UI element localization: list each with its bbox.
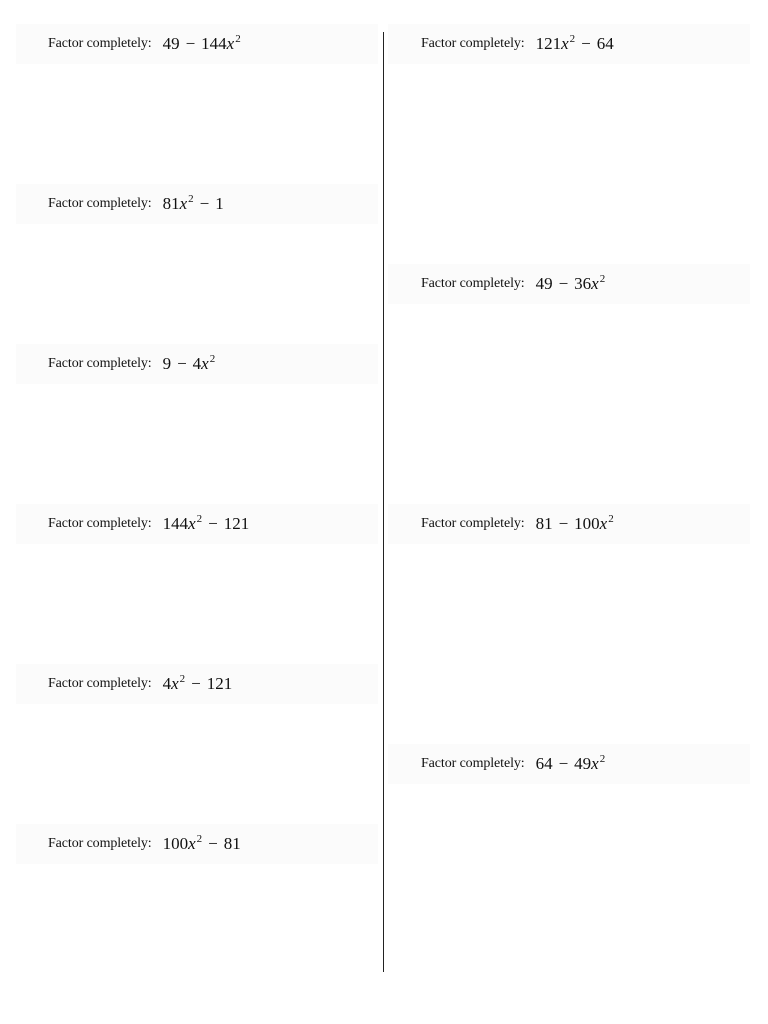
expr-operator: − bbox=[208, 834, 218, 853]
expr-variable: x bbox=[591, 754, 599, 773]
problem-expression bbox=[536, 34, 614, 54]
expr-variable: x bbox=[188, 514, 196, 533]
expr-number: 121 bbox=[223, 514, 250, 533]
expr-variable: x bbox=[561, 34, 569, 53]
expr-number: 81 bbox=[162, 194, 180, 213]
expr-number: 4 bbox=[162, 674, 172, 693]
expr-number: 36 bbox=[574, 274, 592, 293]
expr-number: 121 bbox=[206, 674, 233, 693]
problem-expression bbox=[163, 834, 241, 854]
problem-right-3 bbox=[388, 504, 750, 544]
expr-exponent: 2 bbox=[196, 833, 203, 845]
problem-left-4 bbox=[16, 504, 378, 544]
problem-expression bbox=[536, 754, 606, 774]
expr-operator: − bbox=[558, 754, 569, 773]
problem-right-2 bbox=[388, 264, 750, 304]
expr-variable: x bbox=[188, 834, 196, 853]
expr-exponent: 2 bbox=[569, 33, 576, 45]
expr-variable: x bbox=[179, 194, 188, 213]
problem-left-1 bbox=[16, 24, 378, 64]
expr-exponent: 2 bbox=[608, 513, 614, 525]
problem-expression bbox=[163, 354, 216, 374]
problem-expression bbox=[163, 194, 224, 214]
expr-variable: x bbox=[591, 274, 599, 293]
expr-operator: − bbox=[199, 194, 210, 213]
problem-left-3 bbox=[16, 344, 378, 384]
problem-left-5 bbox=[16, 664, 378, 704]
expr-operator: − bbox=[581, 34, 591, 53]
expr-number: 81 bbox=[535, 514, 553, 533]
expr-operator: − bbox=[558, 514, 569, 533]
expr-number: 144 bbox=[162, 514, 189, 533]
problem-expression bbox=[536, 274, 606, 294]
problem-left-2 bbox=[16, 184, 378, 224]
expr-exponent: 2 bbox=[209, 353, 216, 365]
expr-exponent: 2 bbox=[188, 193, 194, 205]
expr-exponent: 2 bbox=[599, 753, 606, 765]
expr-variable: x bbox=[226, 34, 235, 53]
problem-prompt: Factor completely: bbox=[421, 516, 525, 531]
expr-number: 49 bbox=[162, 34, 180, 53]
expr-operator: − bbox=[185, 34, 196, 53]
expr-variable: x bbox=[171, 674, 179, 693]
problem-prompt: Factor completely: bbox=[48, 676, 152, 691]
expr-number: 81 bbox=[223, 834, 241, 853]
problem-expression bbox=[536, 514, 614, 534]
expr-exponent: 2 bbox=[235, 33, 241, 45]
problem-prompt: Factor completely: bbox=[421, 36, 525, 51]
expr-exponent: 2 bbox=[196, 513, 203, 525]
problem-left-6 bbox=[16, 824, 378, 864]
expr-number: 64 bbox=[596, 34, 614, 53]
expr-exponent: 2 bbox=[179, 673, 186, 685]
problem-right-1 bbox=[388, 24, 750, 64]
expr-variable: x bbox=[599, 514, 608, 533]
problem-expression bbox=[163, 514, 250, 534]
expr-number: 9 bbox=[162, 354, 172, 373]
column-divider bbox=[383, 32, 384, 972]
expr-operator: − bbox=[177, 354, 187, 373]
expr-number: 49 bbox=[574, 754, 592, 773]
expr-exponent: 2 bbox=[599, 273, 606, 285]
expr-number: 144 bbox=[201, 34, 227, 53]
expr-operator: − bbox=[558, 274, 569, 293]
problem-prompt: Factor completely: bbox=[421, 756, 525, 771]
problem-prompt: Factor completely: bbox=[421, 276, 525, 291]
expr-operator: − bbox=[191, 674, 201, 693]
problem-right-4 bbox=[388, 744, 750, 784]
problem-prompt: Factor completely: bbox=[48, 196, 152, 211]
problem-prompt: Factor completely: bbox=[48, 836, 152, 851]
problem-expression bbox=[163, 674, 233, 694]
expr-number: 100 bbox=[162, 834, 189, 853]
problem-prompt: Factor completely: bbox=[48, 36, 152, 51]
expr-variable: x bbox=[201, 354, 209, 373]
expr-number: 121 bbox=[535, 34, 562, 53]
expr-operator: − bbox=[208, 514, 218, 533]
expr-number: 1 bbox=[215, 194, 224, 213]
problem-prompt: Factor completely: bbox=[48, 356, 152, 371]
expr-number: 4 bbox=[192, 354, 202, 373]
expr-number: 49 bbox=[535, 274, 553, 293]
problem-prompt: Factor completely: bbox=[48, 516, 152, 531]
expr-number: 100 bbox=[574, 514, 600, 533]
expr-number: 64 bbox=[535, 754, 553, 773]
problem-expression bbox=[163, 34, 241, 54]
